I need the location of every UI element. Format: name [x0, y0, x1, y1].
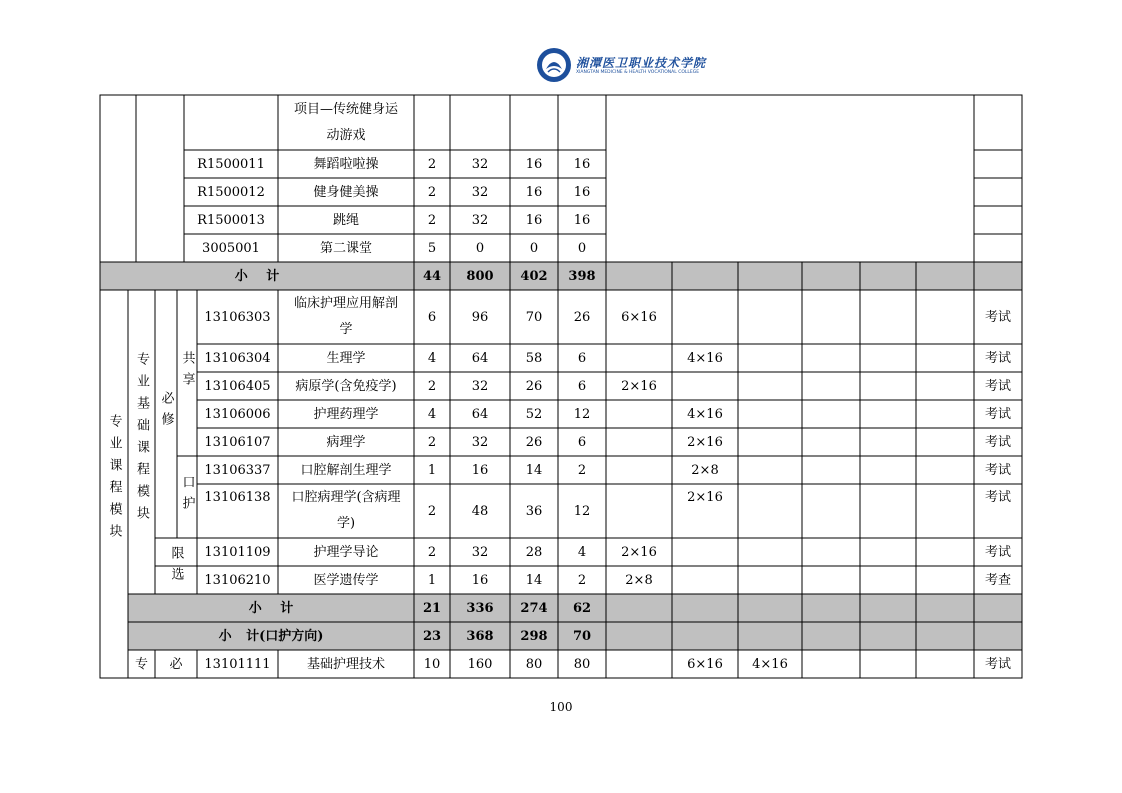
subtotal-label: 小 计 — [234, 268, 280, 284]
theory-cell: 0 — [529, 240, 539, 256]
course-code-cell: 3005001 — [202, 240, 260, 256]
theory-cell: 58 — [525, 350, 543, 366]
subtotal-practice: 62 — [572, 600, 592, 616]
course-code-cell: 13106210 — [204, 572, 271, 588]
required-label: 必修 — [158, 391, 174, 433]
course-code-cell: 13106006 — [204, 406, 271, 422]
semester-cell: 6×16 — [621, 309, 657, 325]
practice-cell: 16 — [573, 156, 591, 172]
semester-cell — [606, 456, 672, 484]
hours-cell: 16 — [471, 462, 489, 478]
course-name-cell: 口腔解剖生理学 — [300, 462, 392, 478]
theory-cell: 16 — [525, 212, 543, 228]
credits-cell: 2 — [427, 184, 437, 200]
course-name-cell: 跳绳 — [332, 212, 359, 228]
semester-cell: 2×8 — [625, 572, 653, 588]
course-code-cell: 13106304 — [204, 350, 271, 366]
practice-cell: 6 — [577, 350, 587, 366]
practice-cell: 4 — [577, 544, 587, 560]
module-label: 专业课程模块 — [106, 414, 122, 546]
hours-cell: 32 — [471, 212, 489, 228]
assessment-cell: 考试 — [984, 350, 1011, 366]
subtotal-credits: 44 — [422, 268, 442, 284]
course-code-cell: R1500011 — [197, 156, 265, 172]
practice-cell: 2 — [577, 462, 587, 478]
course-code-cell: 13106337 — [204, 462, 271, 478]
course-name-cell: 医学遗传学 — [313, 572, 379, 588]
semester-cell — [672, 290, 738, 344]
semester-cell: 2×16 — [687, 490, 723, 505]
semester-cell — [738, 538, 802, 566]
credits-cell: 4 — [427, 350, 437, 366]
subtotal-practice: 398 — [568, 268, 596, 284]
semester-cell: 6×16 — [687, 656, 723, 672]
semester-cell — [672, 566, 738, 594]
course-name-cell: 病原学(含免疫学) — [295, 378, 397, 394]
semester-cell: 4×16 — [752, 656, 788, 672]
semester-cell — [738, 290, 802, 344]
practice-cell: 6 — [577, 378, 587, 394]
theory-cell: 16 — [525, 184, 543, 200]
semester-cell — [738, 372, 802, 400]
subtotal-hours: 800 — [466, 268, 494, 284]
theory-cell: 14 — [525, 462, 543, 478]
college-name-en: XIANGTAN MEDICINE & HEALTH VOCATIONAL COLLEGE — [576, 70, 700, 75]
credits-cell: 2 — [427, 544, 437, 560]
subtotal-theory: 298 — [520, 628, 548, 644]
hours-cell: 96 — [471, 309, 489, 325]
semester-cell: 2×16 — [687, 434, 723, 450]
course-name-cell: 舞蹈啦啦操 — [313, 156, 379, 172]
credits-cell: 4 — [427, 406, 437, 422]
practice-cell: 26 — [573, 309, 591, 325]
semester-cell — [738, 428, 802, 456]
subtotal-credits: 21 — [422, 600, 442, 616]
practice-cell: 16 — [573, 212, 591, 228]
credits-cell: 2 — [427, 503, 437, 519]
course-code-cell: 13106107 — [204, 434, 271, 450]
credits-cell: 5 — [427, 240, 437, 256]
credits-cell: 2 — [427, 378, 437, 394]
hours-cell: 32 — [471, 156, 489, 172]
course-name-cell: 口腔病理学(含病理学) — [291, 490, 401, 531]
practice-cell: 16 — [573, 184, 591, 200]
semester-cell — [738, 484, 802, 538]
theory-cell: 26 — [525, 378, 543, 394]
subtotal-theory: 402 — [520, 268, 548, 284]
semester-cell: 4×16 — [687, 406, 723, 422]
semester-cell — [606, 400, 672, 428]
theory-cell: 14 — [525, 572, 543, 588]
subtotal-credits: 23 — [422, 628, 442, 644]
theory-cell: 70 — [525, 309, 543, 325]
oral-care-label: 口护 — [179, 475, 195, 517]
practice-cell: 80 — [573, 656, 591, 672]
semester-cell — [738, 566, 802, 594]
assessment-cell: 考试 — [984, 462, 1011, 478]
semester-cell — [606, 428, 672, 456]
hours-cell: 64 — [471, 350, 489, 366]
subtotal-hours: 368 — [466, 628, 494, 644]
course-code-cell: 13106405 — [204, 378, 271, 394]
course-code-cell: 13106303 — [204, 309, 271, 325]
semester-cell — [738, 456, 802, 484]
hours-cell: 32 — [471, 544, 489, 560]
hours-cell: 160 — [467, 656, 493, 672]
assessment-cell: 考试 — [984, 656, 1011, 672]
professional-label: 专 — [134, 656, 148, 672]
semester-cell — [606, 484, 672, 538]
semester-cell — [606, 344, 672, 372]
credits-cell: 2 — [427, 156, 437, 172]
credits-cell: 10 — [423, 656, 441, 672]
theory-cell: 28 — [525, 544, 543, 560]
course-name-cell: 项目—传统健身运动游戏 — [293, 101, 398, 143]
assessment-cell: 考试 — [984, 406, 1011, 422]
course-name-cell: 病理学 — [326, 434, 366, 450]
course-name-cell: 基础护理技术 — [306, 656, 385, 672]
practice-cell: 2 — [577, 572, 587, 588]
semester-cell — [672, 538, 738, 566]
course-code-cell: R1500013 — [197, 212, 265, 228]
subtotal-practice: 70 — [572, 628, 592, 644]
subtotal-oral-label: 小 计(口护方向) — [218, 628, 324, 644]
credits-cell: 1 — [427, 462, 437, 478]
semester-cell: 2×16 — [621, 378, 657, 394]
semester-cell: 2×16 — [621, 544, 657, 560]
limited-elective-label: 限选 — [168, 546, 184, 588]
theory-cell: 16 — [525, 156, 543, 172]
semester-cell — [738, 400, 802, 428]
course-name-cell: 健身健美操 — [313, 184, 379, 200]
submodule-label: 专业基础课程模块 — [134, 352, 149, 528]
theory-cell: 26 — [525, 434, 543, 450]
assessment-cell: 考试 — [984, 544, 1011, 560]
practice-cell: 12 — [573, 503, 591, 519]
theory-cell: 36 — [525, 503, 543, 519]
credits-cell: 2 — [427, 212, 437, 228]
theory-cell: 80 — [525, 656, 543, 672]
assessment-cell: 考试 — [984, 378, 1011, 394]
assessment-cell: 考试 — [984, 434, 1011, 450]
semester-cell — [606, 650, 672, 678]
course-code-cell: 13101111 — [204, 656, 271, 672]
subtotal-theory: 274 — [520, 600, 548, 616]
practice-cell: 12 — [573, 406, 591, 422]
subtotal-hours: 336 — [466, 600, 494, 616]
semester-cell: 4×16 — [687, 350, 723, 366]
hours-cell: 64 — [471, 406, 489, 422]
course-code-cell: 13106138 — [204, 490, 271, 505]
assessment-cell: 考查 — [984, 572, 1011, 588]
page-number: 100 — [549, 700, 573, 714]
assessment-cell: 考试 — [984, 309, 1011, 325]
credits-cell: 6 — [427, 309, 437, 325]
course-name-cell: 生理学 — [326, 350, 366, 366]
required-label: 必 — [169, 656, 183, 672]
theory-cell: 52 — [525, 406, 543, 422]
credits-cell: 1 — [427, 572, 437, 588]
hours-cell: 32 — [471, 378, 489, 394]
course-name-cell: 护理学导论 — [313, 544, 379, 560]
hours-cell: 16 — [471, 572, 489, 588]
college-name-cn: 湘潭医卫职业技术学院 — [576, 56, 707, 70]
semester-cell: 2×8 — [691, 462, 719, 478]
semester-cell — [672, 372, 738, 400]
course-code-cell: 13101109 — [204, 544, 271, 560]
course-name-cell: 护理药理学 — [313, 406, 379, 422]
subtotal-label: 小 计 — [248, 600, 294, 616]
assessment-cell: 考试 — [984, 490, 1011, 505]
practice-cell: 6 — [577, 434, 587, 450]
course-name-cell: 临床护理应用解剖学 — [293, 296, 398, 337]
course-code-cell: R1500012 — [197, 184, 265, 200]
shared-label: 共享 — [179, 351, 195, 393]
credits-cell: 2 — [427, 434, 437, 450]
semester-cell — [738, 344, 802, 372]
hours-cell: 32 — [471, 184, 489, 200]
course-name-cell: 第二课堂 — [319, 240, 372, 256]
hours-cell: 48 — [471, 503, 489, 519]
hours-cell: 0 — [475, 240, 485, 256]
practice-cell: 0 — [577, 240, 587, 256]
hours-cell: 32 — [471, 434, 489, 450]
